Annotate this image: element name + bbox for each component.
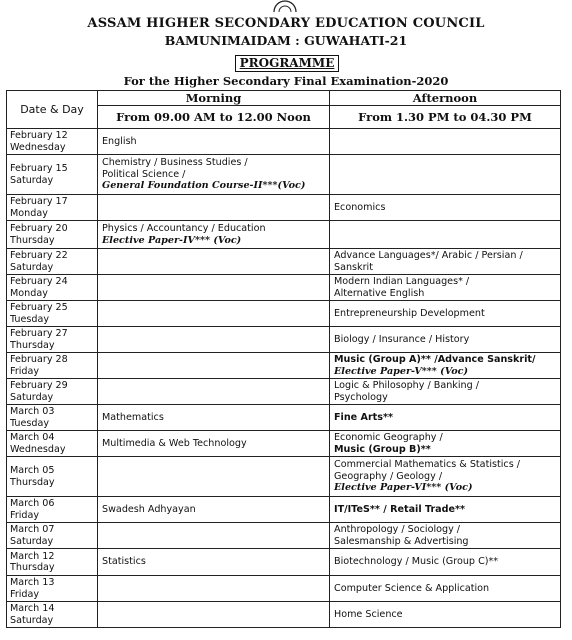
morning-subjects-cell [98,195,330,221]
morning-subjects-cell [98,275,330,301]
date-cell [7,353,98,379]
afternoon-subject-line: Modern Indian Languages* / [334,276,470,287]
exam-day: Saturday [10,391,54,403]
afternoon-subjects-cell [330,327,561,353]
exam-date: February 25 [10,302,68,313]
date-cell [7,249,98,275]
afternoon-subject-line: Logic & Philosophy / Banking / [334,380,479,391]
afternoon-subjects-cell [330,195,561,221]
exam-date: March 07 [10,524,55,535]
morning-subjects-cell [98,301,330,327]
table-row [7,379,561,405]
afternoon-subject-line: Biology / Insurance / History [334,333,470,345]
morning-subjects-cell [98,431,330,457]
exam-date: February 15 [10,163,68,174]
exam-day: Saturday [10,174,54,186]
afternoon-subject-line: Biotechnology / Music (Group C)** [334,556,499,568]
afternoon-subjects-cell [330,431,561,457]
exam-day: Thursday [10,476,55,488]
morning-subjects-cell [98,327,330,353]
table-row [7,129,561,155]
afternoon-subject-line: Elective Paper-V*** (Voc) [334,365,469,377]
afternoon-subjects-cell [330,497,561,523]
morning-subject-line: Physics / Accountancy / Education [102,223,266,234]
table-row [7,549,561,576]
exam-day: Wednesday [10,141,66,153]
table-row [7,275,561,301]
afternoon-subject-line: Fine Arts** [334,411,394,423]
exam-date: February 12 [10,130,68,141]
afternoon-subject-line: Music (Group A)** /Advance Sanskrit/ [334,354,536,365]
exam-date: February 22 [10,250,68,261]
morning-subjects-cell [98,576,330,602]
afternoon-subject-line: Geography / Geology / [334,470,443,482]
exam-date: March 05 [10,465,55,476]
exam-date: March 06 [10,498,55,509]
afternoon-subject-line: Elective Paper-VI*** (Voc) [334,482,473,494]
date-cell [7,155,98,195]
table-row [7,221,561,249]
table-row [7,576,561,602]
date-cell [7,431,98,457]
morning-subject-line: Statistics [102,556,146,568]
morning-subject-line: Multimedia & Web Technology [102,437,247,449]
exam-day: Friday [10,365,40,377]
morning-subject-line: General Foundation Course-II***(Voc) [102,180,306,192]
morning-subjects-cell [98,353,330,379]
date-cell [7,195,98,221]
date-day-header: Date & Day [7,91,98,129]
afternoon-header: Afternoon [330,91,561,106]
exam-day: Thursday [10,562,55,573]
exam-day: Monday [10,287,48,299]
exam-date: March 14 [10,603,55,614]
afternoon-subject-line: Economic Geography / [334,432,443,443]
exam-date: March 13 [10,577,55,588]
afternoon-subject-line: Commercial Mathematics & Statistics / [334,459,520,471]
exam-date: February 24 [10,276,68,287]
afternoon-subjects-cell [330,523,561,549]
date-cell [7,457,98,497]
table-row [7,195,561,221]
exam-date: February 29 [10,380,68,391]
table-row [7,405,561,431]
programme-heading: PROGRAMME [235,55,339,72]
afternoon-subject-line: Alternative English [334,287,425,299]
morning-time: From 09.00 AM to 12.00 Noon [98,106,330,129]
afternoon-subjects-cell [330,405,561,431]
morning-subjects-cell [98,602,330,628]
afternoon-subjects-cell [330,602,561,628]
date-cell [7,327,98,353]
afternoon-subjects-cell [330,129,561,155]
table-row [7,523,561,549]
afternoon-subjects-cell [330,457,561,497]
exam-day: Thursday [10,339,55,351]
exam-schedule-table [6,90,561,628]
afternoon-subjects-cell [330,249,561,275]
exam-date: March 03 [10,406,55,417]
exam-day: Tuesday [10,313,50,325]
morning-subjects-cell [98,523,330,549]
table-row [7,431,561,457]
exam-day: Wednesday [10,443,66,455]
afternoon-subject-line: IT/ITeS** / Retail Trade** [334,503,466,515]
date-cell [7,379,98,405]
date-cell [7,129,98,155]
morning-subject-line: Mathematics [102,411,164,423]
morning-subjects-cell [98,405,330,431]
exam-day: Friday [10,509,40,521]
date-cell [7,523,98,549]
date-cell [7,301,98,327]
date-cell [7,549,98,576]
table-row [7,249,561,275]
afternoon-subjects-cell [330,549,561,576]
afternoon-subject-line: Salesmanship & Advertising [334,535,469,547]
morning-subjects-cell [98,379,330,405]
morning-header: Morning [98,91,330,106]
exam-subtitle: For the Higher Secondary Final Examination-2020 [123,74,449,88]
table-row [7,155,561,195]
afternoon-subjects-cell [330,155,561,195]
afternoon-subject-line: Home Science [334,608,403,620]
morning-subjects-cell [98,129,330,155]
afternoon-subjects-cell [330,576,561,602]
morning-subject-line: Political Science / [102,168,186,180]
afternoon-subject-line: Computer Science & Application [334,582,490,594]
afternoon-subject-line: Sanskrit [334,261,373,273]
table-row [7,457,561,497]
afternoon-subjects-cell [330,275,561,301]
council-name: ASSAM HIGHER SECONDARY EDUCATION COUNCIL [87,16,485,31]
exam-day: Saturday [10,535,54,547]
exam-day: Monday [10,207,48,219]
exam-date: February 28 [10,354,68,365]
morning-subjects-cell [98,497,330,523]
afternoon-subject-line: Music (Group B)** [334,443,431,455]
morning-subjects-cell [98,549,330,576]
exam-date: February 27 [10,328,68,339]
date-cell [7,602,98,628]
exam-date: February 17 [10,196,68,207]
morning-subjects-cell [98,221,330,249]
morning-subjects-cell [98,249,330,275]
exam-day: Saturday [10,261,54,273]
date-cell [7,576,98,602]
table-row [7,327,561,353]
table-row [7,353,561,379]
morning-subject-line: Elective Paper-IV*** (Voc) [102,234,242,246]
exam-day: Tuesday [10,417,50,429]
afternoon-subjects-cell [330,379,561,405]
exam-day: Friday [10,588,40,600]
date-cell [7,405,98,431]
table-row [7,301,561,327]
afternoon-subject-line: Entrepreneurship Development [334,307,485,319]
morning-subject-line: Chemistry / Business Studies / [102,157,248,169]
table-row [7,602,561,628]
afternoon-subject-line: Psychology [334,391,388,403]
table-row [7,497,561,523]
morning-subjects-cell [98,155,330,195]
afternoon-subject-line: Anthropology / Sociology / [334,524,461,535]
date-cell [7,275,98,301]
afternoon-subjects-cell [330,221,561,249]
morning-subject-line: English [102,135,137,147]
exam-day: Thursday [10,234,55,246]
date-cell [7,221,98,249]
exam-date: March 04 [10,432,55,443]
council-address: BAMUNIMAIDAM : GUWAHATI-21 [164,33,408,48]
afternoon-subject-line: Economics [334,201,386,213]
afternoon-subject-line: Advance Languages*/ Arabic / Persian / [334,250,523,261]
exam-day: Saturday [10,614,54,626]
afternoon-subjects-cell [330,353,561,379]
morning-subjects-cell [98,457,330,497]
date-cell [7,497,98,523]
afternoon-time: From 1.30 PM to 04.30 PM [330,106,561,129]
council-emblem [272,0,298,12]
afternoon-subjects-cell [330,301,561,327]
exam-date: February 20 [10,223,68,234]
exam-date: March 12 [10,550,55,562]
morning-subject-line: Swadesh Adhyayan [102,503,196,515]
